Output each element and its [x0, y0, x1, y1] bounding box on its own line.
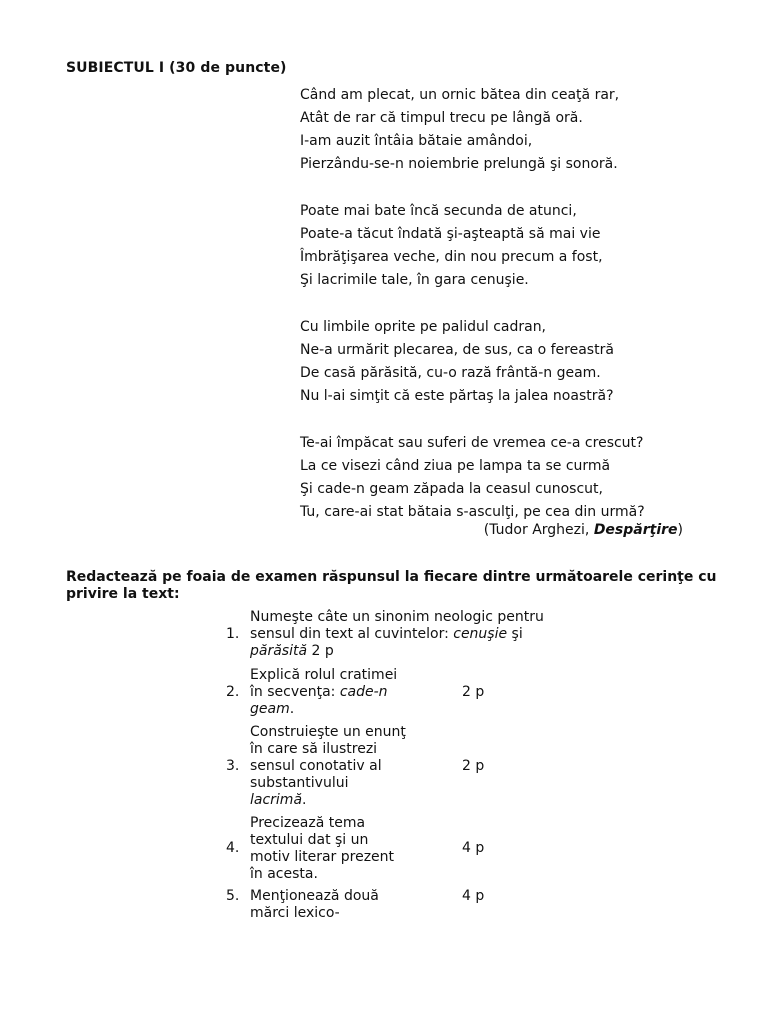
- poem-title: Despărţire: [593, 522, 678, 538]
- task-word: lacrimă: [250, 792, 303, 808]
- task-points: 2 p: [462, 684, 485, 700]
- task-number: 1.: [226, 626, 240, 642]
- task-word: cenuşie: [453, 626, 508, 642]
- poem: [300, 84, 645, 524]
- poem-line: Tu, care-ai stat bătaia s-asculţi, pe cea din urmă?: [300, 504, 645, 520]
- task-points: 4 p: [462, 840, 485, 856]
- task-item: [226, 815, 626, 885]
- task-line: sensul conotativ al: [250, 758, 382, 774]
- task-word: cade-n: [339, 684, 388, 700]
- task-text: .: [302, 792, 307, 808]
- task-line: textului dat şi un: [250, 832, 369, 848]
- task-number: 2.: [226, 684, 240, 700]
- poem-line: Poate mai bate încă secunda de atunci,: [300, 203, 577, 219]
- task-line: Menţionează două: [250, 888, 379, 904]
- poem-line: Cu limbile oprite pe palidul cadran,: [300, 319, 547, 335]
- task-line: motiv literar prezent: [250, 849, 395, 865]
- poem-line: De casă părăsită, cu-o rază frântă-n geam.: [300, 365, 601, 381]
- task-points: 2 p: [462, 758, 485, 774]
- task-item: [226, 888, 626, 924]
- task-line: Precizează tema: [250, 815, 366, 831]
- task-line: [250, 792, 306, 809]
- instructions: Redactează pe foaia de examen răspunsul la fiecare dintre următoarele cerinţe cu privire la text:: [66, 569, 717, 602]
- poem-line: Poate-a tăcut îndată şi-aşteaptă să mai vie: [300, 226, 601, 242]
- poem-line: Nu l-ai simţit că este părtaş la jalea noastră?: [300, 388, 614, 404]
- task-text: în secvenţa:: [250, 684, 340, 700]
- task-number: 3.: [226, 758, 240, 774]
- task-line: mărci lexico-: [250, 905, 340, 921]
- exam-heading: SUBIECTUL I (30 de puncte): [66, 60, 287, 76]
- task-line: substantivului: [250, 775, 349, 791]
- task-line: [250, 643, 334, 660]
- attribution-prefix: (Tudor Arghezi,: [483, 522, 594, 538]
- task-line: în care să ilustrezi: [250, 741, 378, 757]
- task-word: părăsită: [250, 643, 308, 659]
- poem-line: Îmbrăţişarea veche, din nou precum a fost,: [300, 249, 603, 265]
- task-item: [226, 724, 626, 812]
- task-line: [250, 684, 388, 701]
- poem-line: I-am auzit întâia bătaie amândoi,: [300, 133, 533, 149]
- task-text: sensul din text al cuvintelor:: [250, 626, 454, 642]
- poem-line: Şi lacrimile tale, în gara cenuşie.: [300, 272, 529, 288]
- task-item: [226, 667, 626, 721]
- task-line: [250, 701, 294, 718]
- task-number: 5.: [226, 888, 240, 904]
- poem-line: Te-ai împăcat sau suferi de vremea ce-a crescut?: [300, 435, 644, 451]
- attribution-suffix: ): [677, 522, 683, 538]
- poem-line: Şi cade-n geam zăpada la ceasul cunoscut,: [300, 481, 603, 497]
- task-line: în acesta.: [250, 866, 318, 882]
- task-word: geam: [250, 701, 290, 717]
- task-line: Explică rolul cratimei: [250, 667, 398, 683]
- poem-line: Ne-a urmărit plecarea, de sus, ca o fereastră: [300, 342, 614, 358]
- task-line: Construieşte un enunţ: [250, 724, 406, 740]
- task-text: .: [289, 701, 295, 717]
- task-text: şi: [507, 626, 523, 642]
- poem-line: Atât de rar că timpul trecu pe lângă oră.: [300, 110, 583, 126]
- poem-line: Pierzându-se-n noiembrie prelungă şi sonoră.: [300, 156, 618, 172]
- task-item: [226, 609, 626, 663]
- task-points: 2 p: [307, 643, 334, 659]
- task-line: [250, 626, 523, 643]
- poem-line: La ce visezi când ziua pe lampa ta se curmă: [300, 458, 611, 474]
- poem-line: Când am plecat, un ornic bătea din ceaţă rar,: [300, 87, 620, 103]
- task-number: 4.: [226, 840, 240, 856]
- poem-attribution: [484, 522, 683, 538]
- task-points: 4 p: [462, 888, 485, 904]
- task-line: Numeşte câte un sinonim neologic pentru: [250, 609, 544, 625]
